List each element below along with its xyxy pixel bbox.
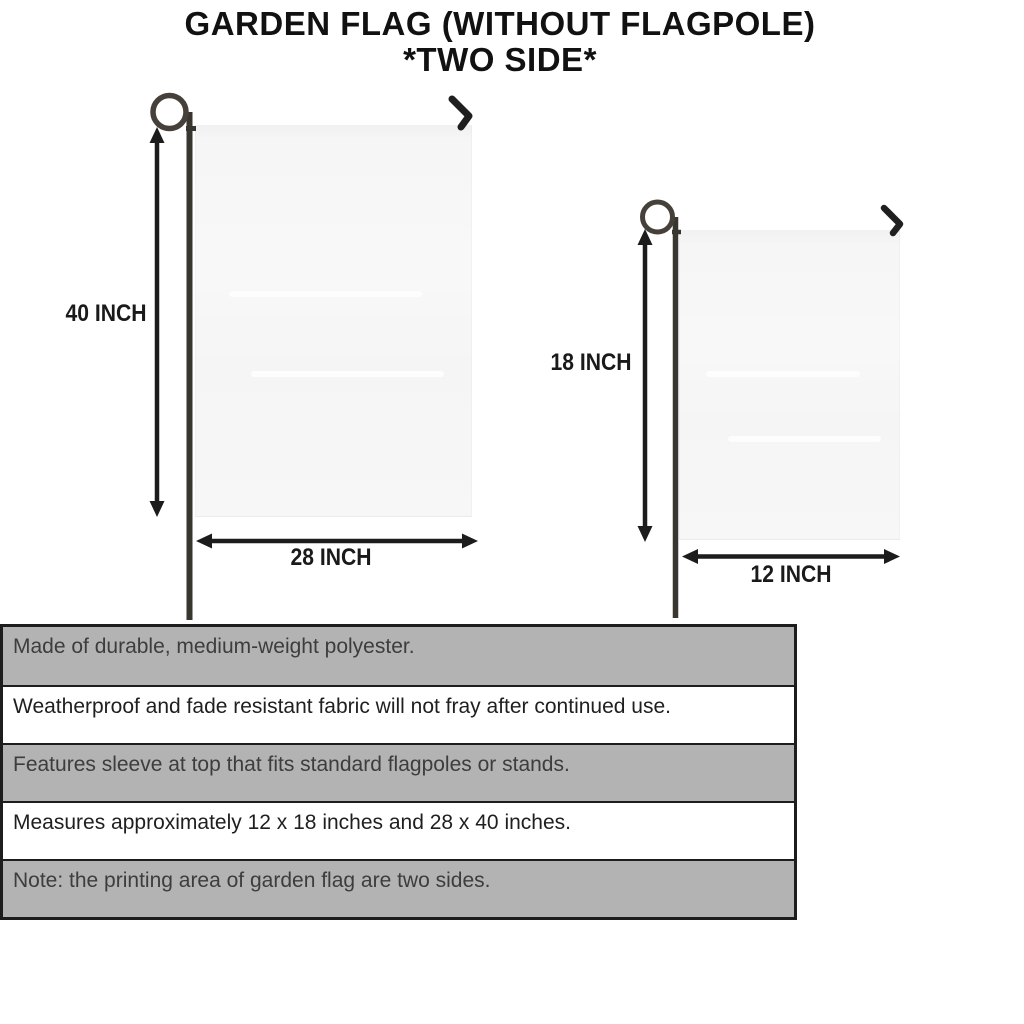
height-arrow-small (638, 229, 653, 542)
arrowhead-left-icon (682, 549, 698, 564)
hanger-hook-icon-large (452, 99, 469, 127)
feature-row-weatherproof: Weatherproof and fade resistant fabric will not fray after continued use. (3, 685, 794, 743)
arrowhead-right-icon (462, 534, 478, 549)
feature-row-measurements: Measures approximately 12 x 18 inches and 28 x 40 inches. (3, 801, 794, 859)
hanger-hook-icon-small (884, 208, 900, 233)
title-line-2: *TWO SIDE* (403, 41, 597, 78)
arrowhead-down-icon (150, 501, 165, 517)
height-arrow-large (150, 127, 165, 517)
title-line-1: GARDEN FLAG (WITHOUT FLAGPOLE) (184, 5, 816, 42)
flagpole-large (153, 96, 196, 621)
dimension-label-height-large: 40 INCH (65, 300, 147, 327)
dimension-label-height-small: 18 INCH (550, 349, 632, 376)
feature-row-sleeve: Features sleeve at top that fits standard flagpoles or stands. (3, 743, 794, 801)
feature-table (0, 624, 797, 920)
flagpole-small (643, 202, 682, 618)
feature-row-note: Note: the printing area of garden flag are two sides. (3, 859, 794, 917)
arrowhead-down-icon (638, 526, 653, 542)
arrowhead-left-icon (196, 534, 212, 549)
feature-row-material: Made of durable, medium-weight polyester. (3, 627, 794, 685)
dimension-label-width-small: 12 INCH (750, 561, 832, 588)
pole-loop-icon (643, 202, 673, 232)
pole-loop-icon (153, 96, 186, 129)
dimension-label-width-large: 28 INCH (290, 544, 372, 571)
arrowhead-right-icon (884, 549, 900, 564)
